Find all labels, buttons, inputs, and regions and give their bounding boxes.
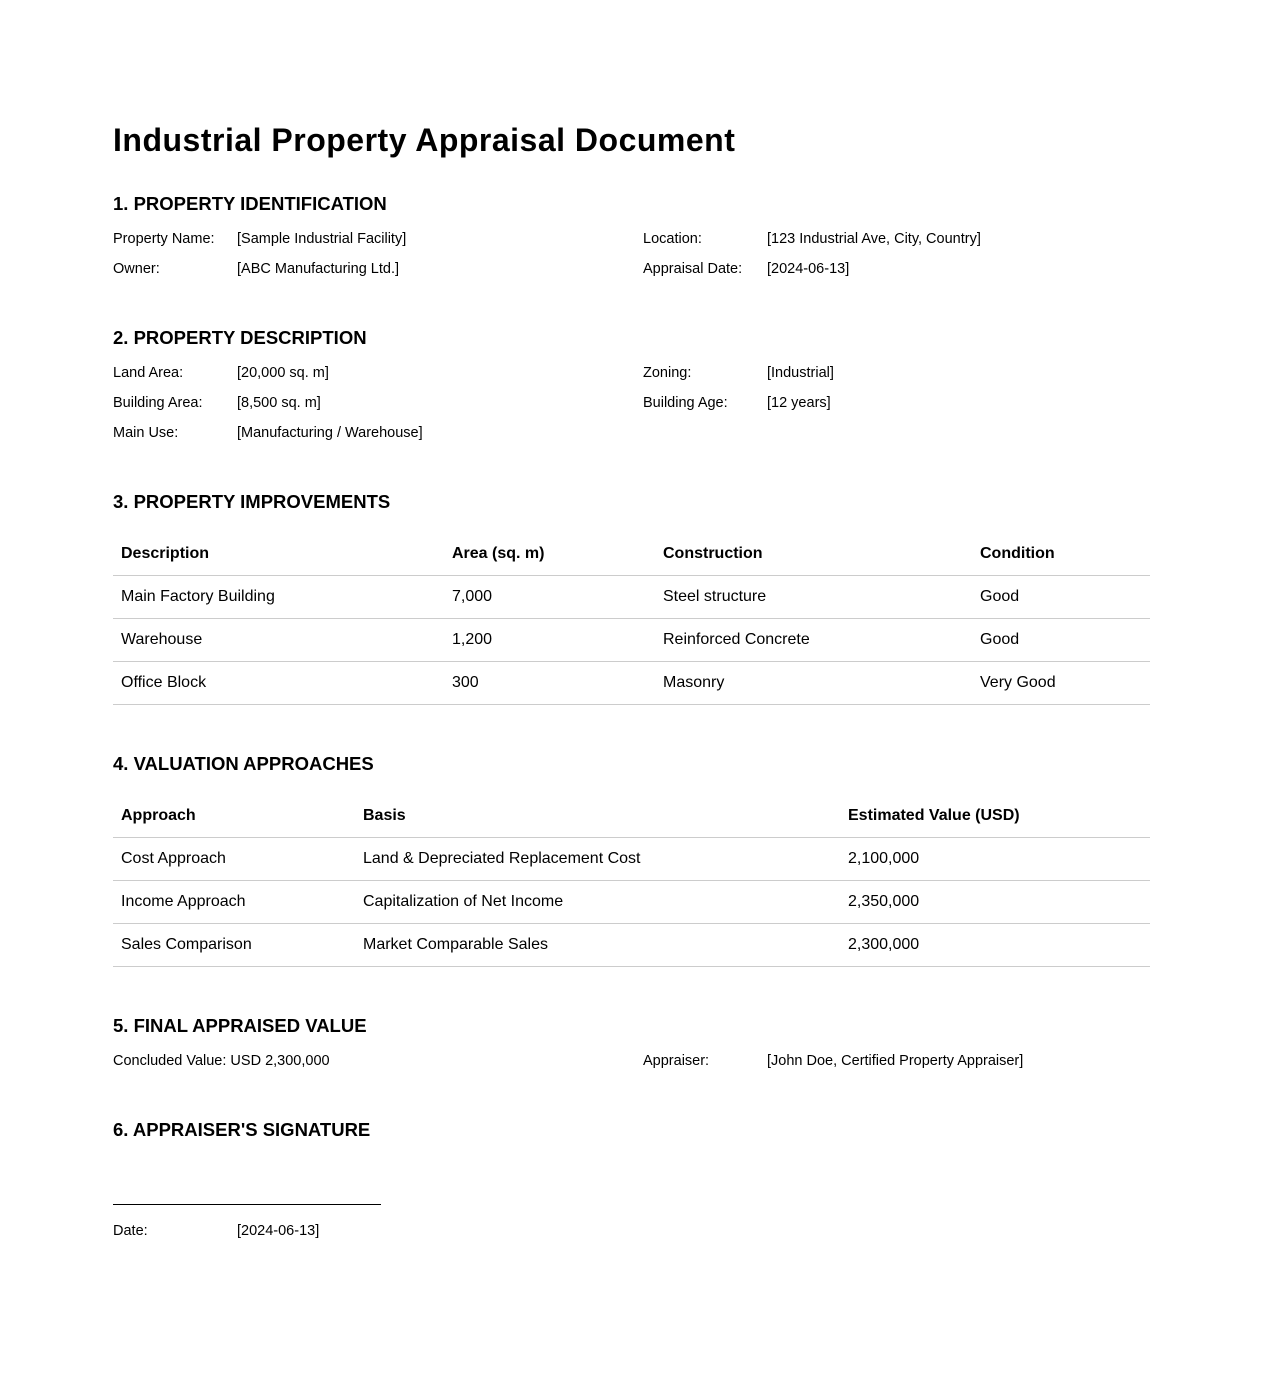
field-label: Land Area: <box>113 365 184 381</box>
cell-approach: Cost Approach <box>113 838 355 881</box>
field-value: [12 years] <box>767 395 831 411</box>
field-value: [8,500 sq. m] <box>237 395 321 411</box>
cell-condition: Good <box>972 619 1150 662</box>
field-value: [John Doe, Certified Property Appraiser] <box>767 1053 1024 1069</box>
field-label: Owner: <box>113 261 160 277</box>
section-heading-description: 2. PROPERTY DESCRIPTION <box>113 327 367 348</box>
cell-construction: Steel structure <box>655 576 972 619</box>
field-label: Date: <box>113 1223 148 1239</box>
column-header: Description <box>113 532 444 576</box>
cell-basis: Land & Depreciated Replacement Cost <box>355 838 840 881</box>
table-row <box>113 838 1150 881</box>
field-label: Appraisal Date: <box>643 261 743 277</box>
field-value: [2024-06-13] <box>767 261 850 277</box>
valuation-table <box>113 794 1150 967</box>
field-label: Appraiser: <box>643 1053 710 1069</box>
field-label: Property Name: <box>113 231 215 247</box>
column-header: Basis <box>355 794 840 838</box>
cell-area: 7,000 <box>444 576 655 619</box>
section-heading-identification: 1. PROPERTY IDENTIFICATION <box>113 193 387 214</box>
signature-line <box>113 1204 381 1205</box>
cell-condition: Very Good <box>972 662 1150 705</box>
cell-basis: Market Comparable Sales <box>355 924 840 967</box>
table-row <box>113 924 1150 967</box>
cell-description: Office Block <box>113 662 444 705</box>
column-header: Approach <box>113 794 355 838</box>
cell-value: 2,350,000 <box>840 881 1150 924</box>
table-row <box>113 662 1150 705</box>
column-header: Condition <box>972 532 1150 576</box>
cell-value: 2,100,000 <box>840 838 1150 881</box>
cell-description: Main Factory Building <box>113 576 444 619</box>
cell-approach: Sales Comparison <box>113 924 355 967</box>
field-label: Zoning: <box>643 365 692 381</box>
table-header-row <box>113 794 1150 838</box>
field-value: [ABC Manufacturing Ltd.] <box>237 261 399 277</box>
cell-area: 1,200 <box>444 619 655 662</box>
section-heading-improvements: 3. PROPERTY IMPROVEMENTS <box>113 491 391 512</box>
field-label: Main Use: <box>113 425 179 441</box>
field-value: [20,000 sq. m] <box>237 365 329 381</box>
field-value: [Manufacturing / Warehouse] <box>237 425 423 441</box>
document-title: Industrial Property Appraisal Document <box>113 122 736 158</box>
field-label: Location: <box>643 231 702 247</box>
section-heading-signature: 6. APPRAISER'S SIGNATURE <box>113 1119 371 1140</box>
cell-description: Warehouse <box>113 619 444 662</box>
column-header: Area (sq. m) <box>444 532 655 576</box>
table-header-row <box>113 532 1150 576</box>
table-row <box>113 881 1150 924</box>
concluded-value-text: Concluded Value: USD 2,300,000 <box>113 1053 330 1069</box>
cell-construction: Reinforced Concrete <box>655 619 972 662</box>
field-value: [Sample Industrial Facility] <box>237 231 407 247</box>
cell-value: 2,300,000 <box>840 924 1150 967</box>
field-value: [123 Industrial Ave, City, Country] <box>767 231 981 247</box>
field-label: Building Area: <box>113 395 203 411</box>
cell-condition: Good <box>972 576 1150 619</box>
section-heading-valuation: 4. VALUATION APPROACHES <box>113 753 374 774</box>
column-header: Estimated Value (USD) <box>840 794 1150 838</box>
cell-basis: Capitalization of Net Income <box>355 881 840 924</box>
field-value: [Industrial] <box>767 365 834 381</box>
cell-construction: Masonry <box>655 662 972 705</box>
field-value: [2024-06-13] <box>237 1223 320 1239</box>
section-heading-final-value: 5. FINAL APPRAISED VALUE <box>113 1015 367 1036</box>
table-row <box>113 576 1150 619</box>
cell-area: 300 <box>444 662 655 705</box>
table-row <box>113 619 1150 662</box>
improvements-table <box>113 532 1150 705</box>
column-header: Construction <box>655 532 972 576</box>
field-label: Building Age: <box>643 395 728 411</box>
cell-approach: Income Approach <box>113 881 355 924</box>
